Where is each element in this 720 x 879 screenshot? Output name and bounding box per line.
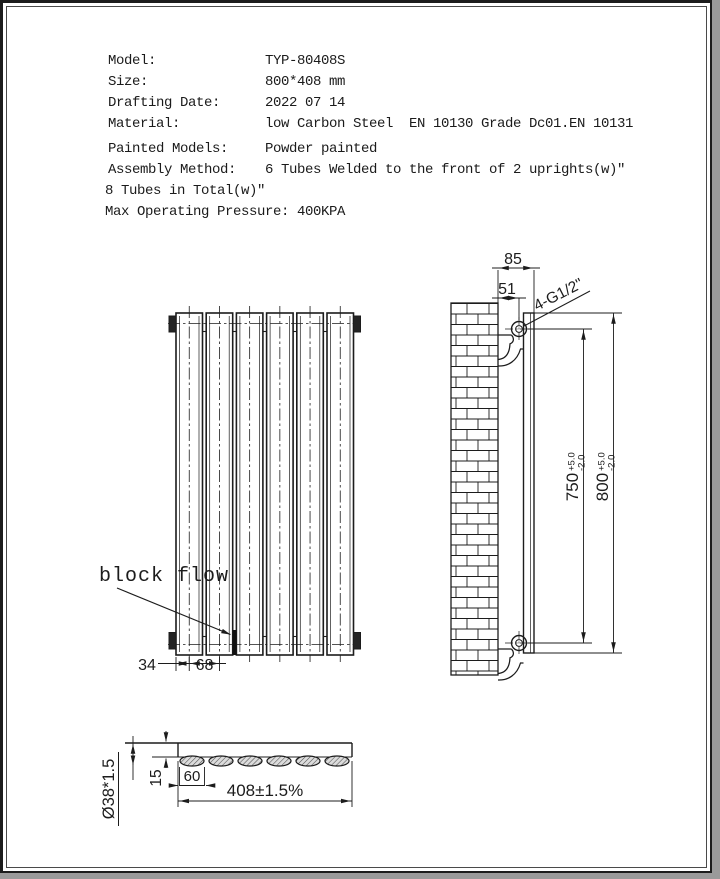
- collector-end-caps: [169, 316, 361, 649]
- front-view: [99, 306, 361, 674]
- side-view: [451, 251, 622, 680]
- dim-85: 85: [504, 251, 522, 268]
- spec-label: Model:: [108, 53, 157, 69]
- dim-tube-section: [100, 736, 133, 826]
- spec-extra-line: Max Operating Pressure: 400KPA: [105, 204, 346, 220]
- dim-d38: Ø38*1.5: [100, 758, 118, 820]
- dim-408: 408±1.5%: [226, 781, 304, 800]
- upright-plate: [125, 743, 352, 757]
- spec-value: 800*408 mm: [265, 74, 346, 90]
- tube: [327, 306, 354, 662]
- dim-15: 15: [148, 769, 165, 787]
- dim-pipe-centres: [528, 329, 592, 643]
- spec-label: Material:: [108, 116, 181, 132]
- dim-750-tol-plus: +5.0: [566, 452, 578, 471]
- dim-750: 750: [563, 472, 582, 502]
- dim-60: 60: [183, 768, 201, 785]
- front-dimensions: [138, 657, 226, 674]
- dim-800: 800: [593, 472, 612, 502]
- dim-800-tol-minus: -2.0: [606, 454, 618, 471]
- block-flow-label: block flow: [99, 565, 230, 588]
- bottom-view: [100, 731, 352, 826]
- tube: [297, 306, 324, 662]
- dim-800-tol-plus: +5.0: [596, 452, 608, 471]
- fitting-label: 4-G1/2": [531, 275, 586, 315]
- block-flow-slot: [233, 630, 237, 655]
- brick-wall: [451, 303, 498, 675]
- spec-extra-line: 8 Tubes in Total(w)": [105, 183, 266, 199]
- dim-tube-width: [171, 767, 213, 786]
- spec-label: Drafting Date:: [108, 95, 221, 111]
- technical-drawing: [0, 240, 720, 879]
- dim-68: 68: [195, 657, 214, 674]
- spec-label: Assembly Method:: [108, 162, 237, 178]
- block-flow-callout: [99, 565, 231, 635]
- tube: [206, 306, 233, 662]
- spec-value: TYP-80408S: [265, 53, 346, 69]
- tube: [176, 306, 203, 662]
- spec-value: low Carbon Steel EN 10130 Grade Dc01.EN 10131: [265, 116, 634, 132]
- collector-edges: [202, 332, 327, 637]
- radiator-tubes: [176, 306, 354, 662]
- block-flow-arrow: [117, 588, 231, 635]
- dim-34: 34: [138, 657, 156, 674]
- spec-label: Size:: [108, 74, 149, 90]
- dim-upright-depth: [148, 731, 166, 787]
- radiator-side-profile: [524, 313, 535, 653]
- spec-label: Painted Models:: [108, 141, 229, 157]
- spec-value: Powder painted: [265, 141, 378, 157]
- tube: [267, 306, 294, 662]
- tube: [236, 306, 263, 662]
- dim-750-tol-minus: -2.0: [576, 454, 588, 471]
- dim-51: 51: [498, 281, 516, 298]
- spec-value: 6 Tubes Welded to the front of 2 uprights(w)": [265, 162, 626, 178]
- spec-value: 2022 07 14: [265, 95, 346, 111]
